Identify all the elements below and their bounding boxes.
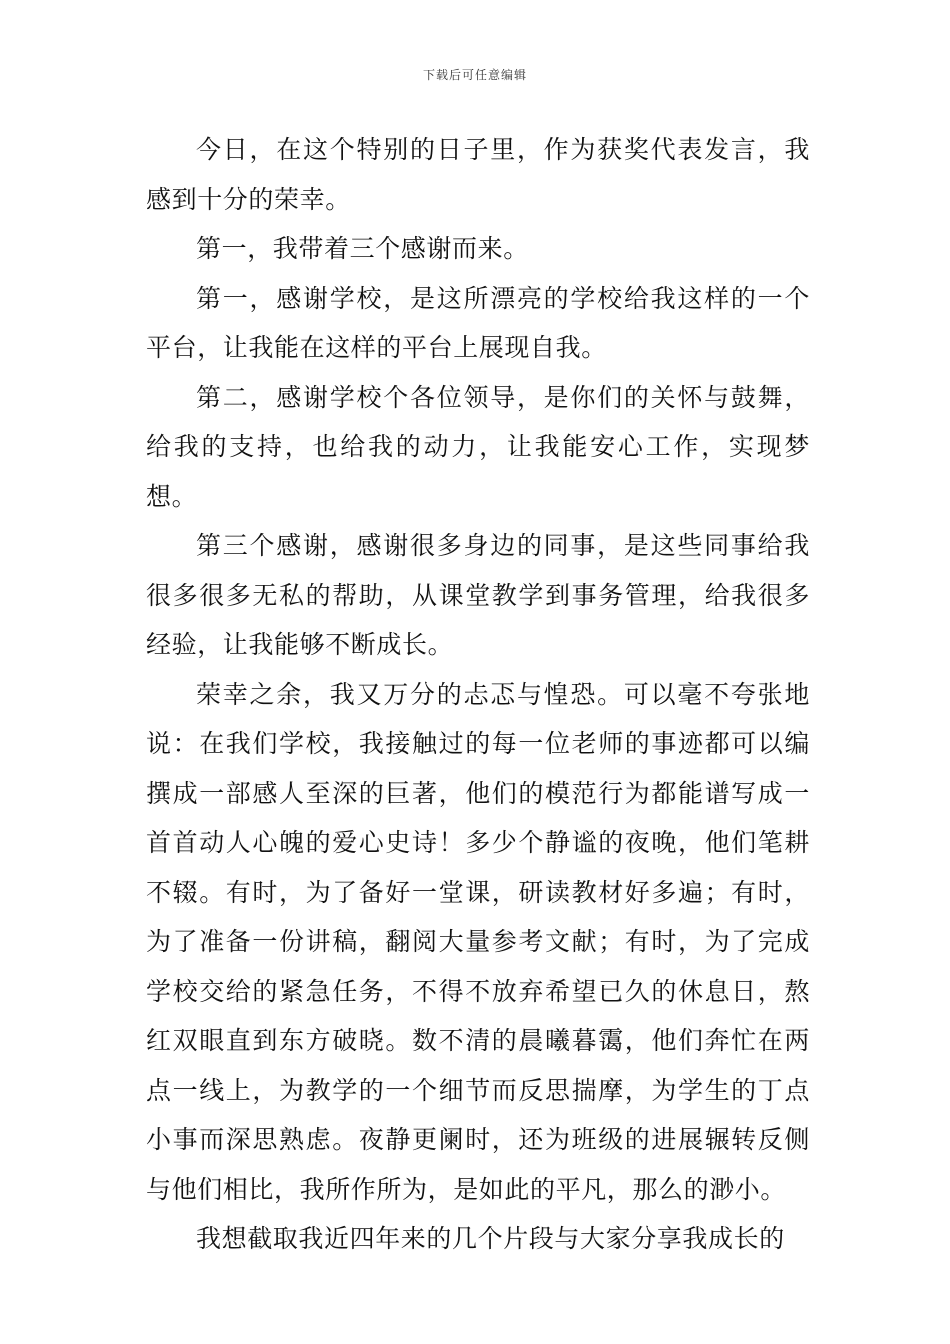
document-body	[146, 125, 810, 1264]
paragraph-opening: 今日，在这个特别的日子里，作为获奖代表发言，我感到十分的荣幸。	[146, 135, 810, 214]
paragraph-three-thanks: 第一，我带着三个感谢而来。	[196, 234, 529, 263]
page-header-note: 下载后可任意编辑	[422, 68, 527, 82]
paragraph-sharing: 我想截取我近四年来的几个片段与大家分享我成长的	[196, 1224, 785, 1253]
paragraph-thanks-leaders: 第二，感谢学校个各位领导，是你们的关怀与鼓舞，给我的支持，也给我的动力，让我能安心工作，实现梦想。	[146, 382, 810, 511]
paragraph-thanks-school: 第一，感谢学校，是这所漂亮的学校给我这样的一个平台，让我能在这样的平台上展现自我。	[146, 283, 810, 362]
paragraph-thanks-colleagues: 第三个感谢，感谢很多身边的同事，是这些同事给我很多很多无私的帮助，从课堂教学到事务管理，给我很多经验，让我能够不断成长。	[146, 531, 810, 659]
paragraph-humility: 荣幸之余，我又万分的忐忑与惶恐。可以毫不夸张地说：在我们学校，我接触过的每一位老师的事迹都可以编撰成一部感人至深的巨著，他们的模范行为都能谱写成一首首动人心魄的爱心史诗！多少个静谧的夜晚，他们笔耕不辍。有时，为了备好一堂课，研读教材好多遍；有时，为了准备一份讲稿，翻阅大量参考文献；有时，为了完成学校交给的紧急任务，不得不放弃希望已久的休息日，熬红双眼直到东方破晓。数不清的晨曦暮霭，他们奔忙在两点一线上，为教学的一个细节而反思揣摩，为学生的丁点小事而深思熟虑。夜静更阑时，还为班级的进展辗转反侧与他们相比，我所作所为，是如此的平凡，那么的渺小。	[146, 679, 810, 1204]
